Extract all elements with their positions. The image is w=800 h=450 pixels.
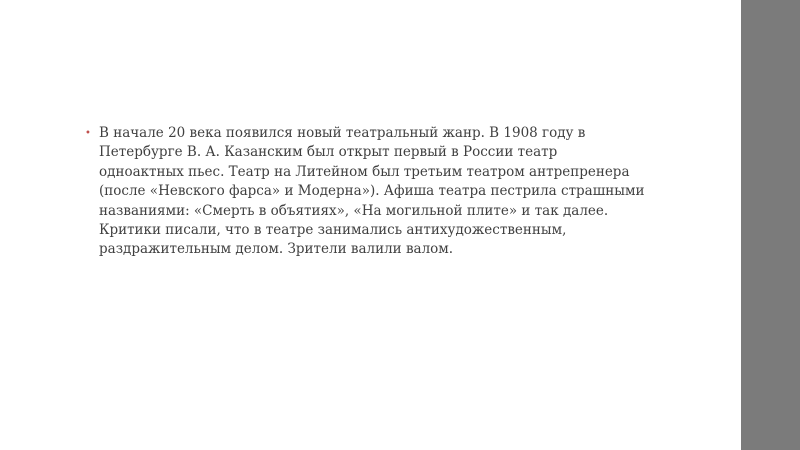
paragraph-text: В начале 20 века появился новый театральный жанр. В 1908 году в Петербурге В. А. Казанским был открыт первый в России театр одноактных пьес. Театр на Литейном был третьим театром антрепренера (после «Невского фарса» и Модерна»). Афиша театра пестрила страшными названиями: «Смерть в объятиях», «На могильной плите» и так далее. Критики писали, что в театре занимались антихудожественным, раздражительным делом. Зрители валили валом. [99, 125, 645, 258]
slide-content [85, 124, 645, 260]
bullet-item [85, 124, 645, 260]
side-band [741, 0, 800, 450]
bullet-marker: • [85, 128, 91, 139]
